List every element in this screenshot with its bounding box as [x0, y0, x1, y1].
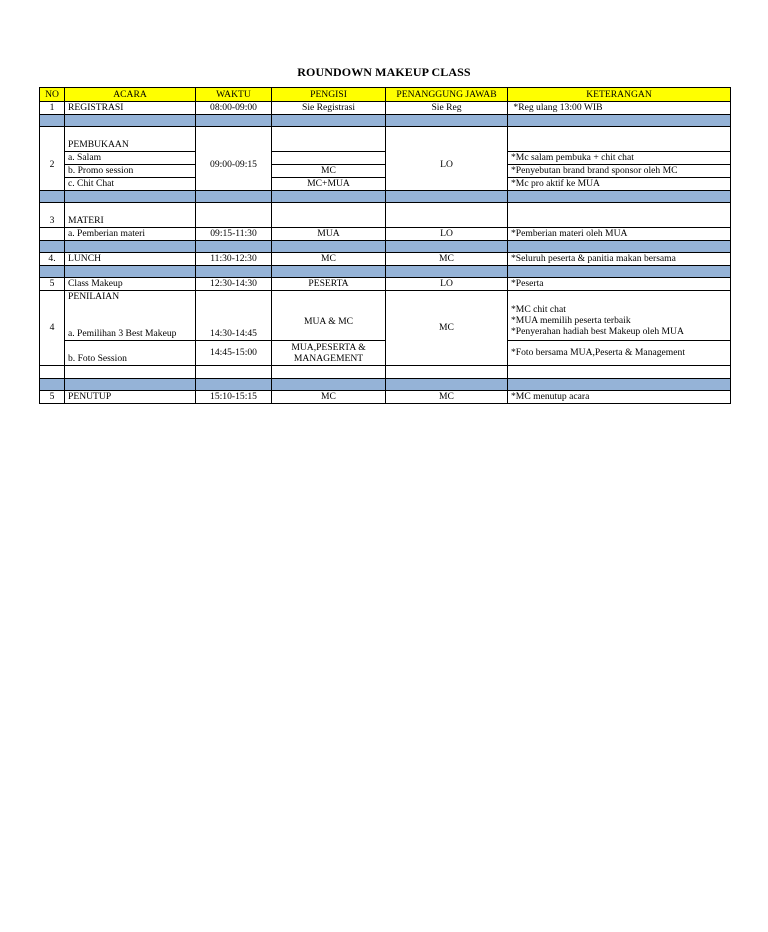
cell-pengisi: MC — [272, 253, 386, 266]
cell-waktu: 14:30-14:45 — [196, 303, 272, 341]
cell-pj: LO — [386, 228, 508, 241]
table-row — [40, 228, 731, 241]
table-row — [40, 178, 731, 191]
separator-row — [40, 266, 731, 278]
cell-acara: REGISTRASI — [65, 102, 196, 115]
cell-keterangan: *Penyebutan brand brand sponsor oleh MC — [508, 165, 731, 178]
cell-pengisi: MC+MUA — [272, 178, 386, 191]
cell-no: 5 — [40, 391, 65, 404]
cell-acara: MATERI — [65, 215, 196, 228]
cell-waktu: 12:30-14:30 — [196, 278, 272, 291]
cell-no: 4 — [40, 291, 65, 366]
header-keterangan: KETERANGAN — [508, 88, 731, 102]
header-waktu: WAKTU — [196, 88, 272, 102]
cell-pj: LO — [386, 139, 508, 191]
cell-acara: Class Makeup — [65, 278, 196, 291]
cell-no: 3 — [40, 215, 65, 228]
table-row — [40, 391, 731, 404]
cell-acara-sub: a. Pemberian materi — [65, 228, 196, 241]
cell-acara: PEMBUKAAN — [65, 139, 196, 152]
cell-keterangan: *Mc pro aktif ke MUA — [508, 178, 731, 191]
cell-pengisi: Sie Registrasi — [272, 102, 386, 115]
table-row — [40, 291, 731, 304]
cell-pengisi: PESERTA — [272, 278, 386, 291]
cell-pj: MC — [386, 291, 508, 366]
spacer-row — [40, 366, 731, 379]
table-row — [40, 278, 731, 291]
cell-keterangan: *Mc salam pembuka + chit chat — [508, 152, 731, 165]
table-row — [40, 341, 731, 366]
table-row — [40, 303, 731, 341]
table-row — [40, 139, 731, 152]
cell-pengisi: MC — [272, 165, 386, 178]
cell-no: 5 — [40, 278, 65, 291]
table-header-row — [40, 88, 731, 102]
cell-keterangan: *MC menutup acara — [508, 391, 731, 404]
cell-acara-sub: b. Foto Session — [65, 341, 196, 366]
spacer-row — [40, 203, 731, 216]
header-acara: ACARA — [65, 88, 196, 102]
separator-row — [40, 241, 731, 253]
cell-keterangan: *Foto bersama MUA,Peserta & Management — [508, 341, 731, 366]
cell-pengisi: MC — [272, 391, 386, 404]
cell-keterangan: *Peserta — [508, 278, 731, 291]
cell-acara-sub: a. Salam — [65, 152, 196, 165]
cell-no: 1 — [40, 102, 65, 115]
header-penanggung-jawab: PENANGGUNG JAWAB — [386, 88, 508, 102]
cell-waktu: 11:30-12:30 — [196, 253, 272, 266]
cell-pj: Sie Reg — [386, 102, 508, 115]
cell-pengisi: MUA,PESERTA & MANAGEMENT — [272, 341, 386, 366]
table-row — [40, 253, 731, 266]
separator-row — [40, 191, 731, 203]
cell-acara-sub: c. Chit Chat — [65, 178, 196, 191]
cell-pj: MC — [386, 253, 508, 266]
cell-no: 4. — [40, 253, 65, 266]
cell-waktu: 09:15-11:30 — [196, 228, 272, 241]
table-row — [40, 215, 731, 228]
cell-pj: MC — [386, 391, 508, 404]
table-row — [40, 152, 731, 165]
keterangan-line: *MC chit chat — [511, 304, 566, 315]
keterangan-line: *MUA memilih peserta terbaik — [511, 315, 631, 326]
spacer-row — [40, 127, 731, 140]
cell-keterangan: *Seluruh peserta & panitia makan bersama — [508, 253, 731, 266]
cell-waktu: 15:10-15:15 — [196, 391, 272, 404]
cell-acara-sub: a. Pemilihan 3 Best Makeup — [65, 303, 196, 341]
cell-pengisi: MUA — [272, 228, 386, 241]
table-row — [40, 165, 731, 178]
cell-waktu: 09:00-09:15 — [196, 139, 272, 191]
cell-keterangan: *Pemberian materi oleh MUA — [508, 228, 731, 241]
keterangan-line: *Penyerahan hadiah best Makeup oleh MUA — [511, 326, 684, 337]
rundown-table — [39, 87, 731, 404]
header-pengisi: PENGISI — [272, 88, 386, 102]
cell-pengisi: MUA & MC — [272, 303, 386, 341]
cell-acara: PENILAIAN — [65, 291, 196, 304]
separator-row — [40, 115, 731, 127]
table-row — [40, 102, 731, 115]
cell-waktu: 08:00-09:00 — [196, 102, 272, 115]
cell-acara-sub: b. Promo session — [65, 165, 196, 178]
document-title: ROUNDOWN MAKEUP CLASS — [297, 65, 471, 79]
cell-keterangan: *Reg ulang 13:00 WIB — [508, 102, 731, 115]
cell-keterangan — [508, 303, 731, 341]
cell-acara: LUNCH — [65, 253, 196, 266]
header-no: NO — [40, 88, 65, 102]
cell-acara: PENUTUP — [65, 391, 196, 404]
cell-waktu: 14:45-15:00 — [196, 341, 272, 366]
cell-pj: LO — [386, 278, 508, 291]
separator-row — [40, 379, 731, 391]
cell-no: 2 — [40, 139, 65, 191]
